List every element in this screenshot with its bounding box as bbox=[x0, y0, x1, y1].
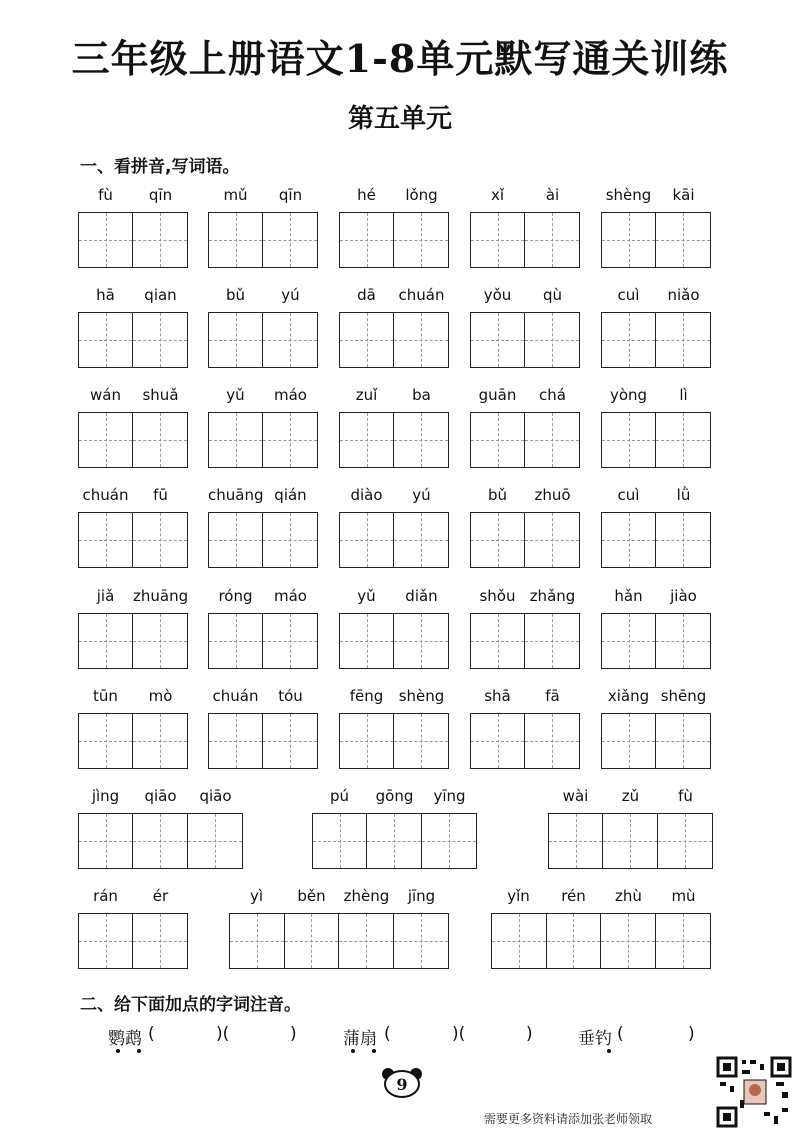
tian-zi-ge-box[interactable] bbox=[209, 313, 263, 367]
tian-zi-ge-box[interactable] bbox=[79, 513, 133, 567]
tian-zi-ge-box[interactable] bbox=[263, 313, 317, 367]
pinyin-row bbox=[491, 887, 711, 909]
tian-zi-ge-box[interactable] bbox=[285, 914, 340, 968]
pinyin-syllable: lǒng bbox=[405, 186, 438, 204]
pinyin-syllable: shèng bbox=[605, 186, 652, 204]
pinyin-syllable: chuán bbox=[82, 486, 129, 504]
tian-zi-ge-box[interactable] bbox=[339, 914, 394, 968]
tian-zi-ge-box[interactable] bbox=[394, 213, 448, 267]
answer-paren-open: ( bbox=[384, 1024, 391, 1044]
pinyin-row bbox=[470, 186, 580, 208]
tian-zi-ge-box[interactable] bbox=[394, 614, 448, 668]
footer-note: 需要更多资料请添加张老师领取 bbox=[484, 1112, 653, 1126]
pinyin-syllable: jiào bbox=[670, 587, 697, 605]
tian-zi-ge-box[interactable] bbox=[263, 213, 317, 267]
pinyin-row bbox=[208, 186, 318, 208]
page-title: 三年级上册语文1-8单元默写通关训练 bbox=[71, 36, 729, 81]
pinyin-row bbox=[229, 887, 449, 909]
tian-zi-ge-box[interactable] bbox=[525, 614, 579, 668]
pinyin-syllable: rán bbox=[93, 887, 118, 905]
tian-zi-ge-box[interactable] bbox=[422, 814, 476, 868]
pinyin-syllable: ài bbox=[545, 186, 560, 204]
tian-zi-ge-box[interactable] bbox=[658, 814, 712, 868]
pinyin-row bbox=[339, 386, 449, 408]
writing-boxes bbox=[208, 312, 318, 368]
pinyin-row bbox=[339, 486, 449, 508]
tian-zi-ge-box[interactable] bbox=[602, 513, 656, 567]
tian-zi-ge-box[interactable] bbox=[340, 313, 394, 367]
tian-zi-ge-box[interactable] bbox=[79, 413, 133, 467]
writing-boxes bbox=[339, 412, 449, 468]
tian-zi-ge-box[interactable] bbox=[79, 614, 133, 668]
pinyin-row bbox=[601, 486, 711, 508]
writing-boxes bbox=[78, 512, 188, 568]
word-pushan: 蒲扇 bbox=[343, 1029, 377, 1049]
pinyin-row bbox=[339, 186, 449, 208]
pinyin-syllable: qián bbox=[274, 486, 307, 504]
pinyin-syllable: hé bbox=[357, 186, 376, 204]
tian-zi-ge-box[interactable] bbox=[601, 914, 656, 968]
tian-zi-ge-box[interactable] bbox=[79, 313, 133, 367]
tian-zi-ge-box[interactable] bbox=[133, 313, 187, 367]
writing-boxes bbox=[78, 713, 188, 769]
tian-zi-ge-box[interactable] bbox=[394, 914, 449, 968]
pinyin-row bbox=[208, 386, 318, 408]
pinyin-syllable: shā bbox=[484, 687, 511, 705]
pinyin-syllable: yǒu bbox=[483, 286, 512, 304]
tian-zi-ge-box[interactable] bbox=[471, 413, 525, 467]
pinyin-syllable: qīn bbox=[148, 186, 173, 204]
tian-zi-ge-box[interactable] bbox=[525, 513, 579, 567]
tian-zi-ge-box[interactable] bbox=[525, 714, 579, 768]
pinyin-row bbox=[208, 687, 318, 709]
tian-zi-ge-box[interactable] bbox=[656, 714, 710, 768]
pinyin-row bbox=[78, 887, 188, 909]
tian-zi-ge-box[interactable] bbox=[471, 513, 525, 567]
tian-zi-ge-box[interactable] bbox=[263, 714, 317, 768]
writing-boxes bbox=[229, 913, 449, 969]
answer-paren-mid: )( bbox=[216, 1024, 230, 1044]
pinyin-syllable: cuì bbox=[617, 286, 640, 304]
tian-zi-ge-box[interactable] bbox=[209, 513, 263, 567]
tian-zi-ge-box[interactable] bbox=[133, 714, 187, 768]
writing-boxes bbox=[470, 512, 580, 568]
pinyin-syllable: qiāo bbox=[199, 787, 232, 805]
tian-zi-ge-box[interactable] bbox=[471, 213, 525, 267]
pinyin-syllable: mǔ bbox=[223, 186, 248, 204]
pinyin-syllable: shuǎ bbox=[142, 386, 179, 404]
tian-zi-ge-box[interactable] bbox=[133, 413, 187, 467]
pinyin-syllable: gōng bbox=[375, 787, 414, 805]
pinyin-syllable: qù bbox=[542, 286, 563, 304]
tian-zi-ge-box[interactable] bbox=[209, 714, 263, 768]
pinyin-syllable: mù bbox=[671, 887, 696, 905]
writing-boxes bbox=[208, 713, 318, 769]
pinyin-row bbox=[312, 787, 477, 809]
pinyin-syllable: mò bbox=[148, 687, 173, 705]
pinyin-syllable: zǔ bbox=[621, 787, 640, 805]
pinyin-syllable: lì bbox=[679, 386, 688, 404]
tian-zi-ge-box[interactable] bbox=[525, 413, 579, 467]
tian-zi-ge-box[interactable] bbox=[656, 313, 710, 367]
pinyin-syllable: chuāng bbox=[208, 486, 264, 504]
pinyin-syllable: xiǎng bbox=[607, 687, 650, 705]
writing-boxes bbox=[491, 913, 711, 969]
pinyin-syllable: jiǎ bbox=[96, 587, 115, 605]
pinyin-syllable: ér bbox=[152, 887, 169, 905]
pinyin-row bbox=[601, 587, 711, 609]
emphasis-dot bbox=[372, 1049, 376, 1053]
pinyin-syllable: diào bbox=[350, 486, 383, 504]
tian-zi-ge-box[interactable] bbox=[394, 413, 448, 467]
pinyin-row bbox=[339, 587, 449, 609]
pinyin-row bbox=[78, 286, 188, 308]
pinyin-row bbox=[470, 286, 580, 308]
tian-zi-ge-box[interactable] bbox=[656, 513, 710, 567]
qr-code-icon bbox=[716, 1056, 792, 1128]
tian-zi-ge-box[interactable] bbox=[79, 814, 133, 868]
writing-boxes bbox=[601, 613, 711, 669]
pinyin-syllable: fēng bbox=[349, 687, 384, 705]
tian-zi-ge-box[interactable] bbox=[602, 614, 656, 668]
pinyin-syllable: qiāo bbox=[144, 787, 177, 805]
tian-zi-ge-box[interactable] bbox=[263, 614, 317, 668]
writing-boxes bbox=[208, 212, 318, 268]
pinyin-row bbox=[78, 386, 188, 408]
answer-paren-open: ( bbox=[148, 1024, 155, 1044]
pinyin-syllable: qīn bbox=[278, 186, 303, 204]
word-yingwu: 鹦鹉 bbox=[108, 1029, 142, 1049]
pinyin-syllable: niǎo bbox=[667, 286, 700, 304]
pinyin-syllable: yǔ bbox=[357, 587, 376, 605]
writing-boxes bbox=[470, 312, 580, 368]
pinyin-syllable: xǐ bbox=[490, 186, 505, 204]
writing-boxes bbox=[78, 613, 188, 669]
answer-paren-close: ) bbox=[290, 1024, 297, 1044]
tian-zi-ge-box[interactable] bbox=[471, 313, 525, 367]
writing-boxes bbox=[339, 212, 449, 268]
pinyin-row bbox=[78, 486, 188, 508]
pinyin-syllable: qian bbox=[144, 286, 177, 304]
pinyin-syllable: máo bbox=[274, 587, 307, 605]
pinyin-syllable: yú bbox=[281, 286, 300, 304]
writing-boxes bbox=[470, 613, 580, 669]
pinyin-syllable: zhuāng bbox=[133, 587, 189, 605]
answer-paren-open: ( bbox=[617, 1024, 624, 1044]
writing-boxes bbox=[78, 312, 188, 368]
pinyin-row bbox=[208, 587, 318, 609]
tian-zi-ge-box[interactable] bbox=[209, 213, 263, 267]
pinyin-syllable: yú bbox=[412, 486, 431, 504]
tian-zi-ge-box[interactable] bbox=[656, 914, 711, 968]
writing-boxes bbox=[601, 512, 711, 568]
pinyin-syllable: kāi bbox=[672, 186, 695, 204]
tian-zi-ge-box[interactable] bbox=[133, 914, 187, 968]
tian-zi-ge-box[interactable] bbox=[263, 513, 317, 567]
pinyin-row bbox=[601, 687, 711, 709]
unit-title: 第五单元 bbox=[347, 104, 452, 134]
pinyin-syllable: zhǎng bbox=[529, 587, 576, 605]
tian-zi-ge-box[interactable] bbox=[188, 814, 242, 868]
pinyin-syllable: pú bbox=[329, 787, 350, 805]
pinyin-syllable: yǔ bbox=[226, 386, 245, 404]
pinyin-syllable: fā bbox=[545, 687, 560, 705]
tian-zi-ge-box[interactable] bbox=[525, 213, 579, 267]
pinyin-syllable: shèng bbox=[398, 687, 445, 705]
tian-zi-ge-box[interactable] bbox=[230, 914, 285, 968]
tian-zi-ge-box[interactable] bbox=[313, 814, 367, 868]
answer-paren-close: ) bbox=[526, 1024, 533, 1044]
writing-boxes bbox=[208, 512, 318, 568]
pinyin-row bbox=[470, 587, 580, 609]
writing-boxes bbox=[208, 613, 318, 669]
writing-boxes bbox=[339, 713, 449, 769]
tian-zi-ge-box[interactable] bbox=[340, 614, 394, 668]
writing-boxes bbox=[470, 212, 580, 268]
pinyin-row bbox=[548, 787, 713, 809]
pinyin-row bbox=[78, 687, 188, 709]
tian-zi-ge-box[interactable] bbox=[602, 413, 656, 467]
pinyin-row bbox=[339, 687, 449, 709]
pinyin-syllable: ba bbox=[412, 386, 431, 404]
pinyin-row bbox=[78, 587, 188, 609]
pinyin-syllable: tūn bbox=[93, 687, 118, 705]
pinyin-syllable: chuán bbox=[398, 286, 445, 304]
pinyin-syllable: zhèng bbox=[343, 887, 390, 905]
section-2-heading: 二、给下面加点的字词注音。 bbox=[80, 995, 301, 1015]
pinyin-syllable: běn bbox=[297, 887, 326, 905]
page-number: 9 bbox=[396, 1075, 408, 1094]
pinyin-row bbox=[339, 286, 449, 308]
pinyin-syllable: yì bbox=[249, 887, 264, 905]
writing-boxes bbox=[339, 512, 449, 568]
pinyin-syllable: yīng bbox=[433, 787, 466, 805]
pinyin-syllable: shǒu bbox=[479, 587, 516, 605]
pinyin-row bbox=[470, 687, 580, 709]
pinyin-syllable: róng bbox=[218, 587, 253, 605]
section-1-heading: 一、看拼音,写词语。 bbox=[80, 157, 240, 177]
answer-paren-close: ) bbox=[688, 1024, 695, 1044]
tian-zi-ge-box[interactable] bbox=[340, 513, 394, 567]
writing-boxes bbox=[78, 212, 188, 268]
pinyin-syllable: yòng bbox=[609, 386, 648, 404]
tian-zi-ge-box[interactable] bbox=[656, 614, 710, 668]
tian-zi-ge-box[interactable] bbox=[394, 513, 448, 567]
pinyin-syllable: wài bbox=[562, 787, 589, 805]
tian-zi-ge-box[interactable] bbox=[656, 213, 710, 267]
writing-boxes bbox=[339, 312, 449, 368]
tian-zi-ge-box[interactable] bbox=[263, 413, 317, 467]
writing-boxes bbox=[312, 813, 477, 869]
pinyin-syllable: hǎn bbox=[614, 587, 643, 605]
pinyin-syllable: chuán bbox=[212, 687, 259, 705]
emphasis-dot bbox=[351, 1049, 355, 1053]
pinyin-syllable: wán bbox=[90, 386, 121, 404]
writing-boxes bbox=[601, 212, 711, 268]
writing-boxes bbox=[601, 713, 711, 769]
pinyin-row bbox=[208, 286, 318, 308]
tian-zi-ge-box[interactable] bbox=[209, 614, 263, 668]
pinyin-syllable: chá bbox=[539, 386, 566, 404]
pinyin-syllable: rén bbox=[561, 887, 586, 905]
pinyin-syllable: shēng bbox=[660, 687, 707, 705]
emphasis-dot bbox=[137, 1049, 141, 1053]
pinyin-syllable: bǔ bbox=[487, 486, 508, 504]
tian-zi-ge-box[interactable] bbox=[133, 513, 187, 567]
pinyin-syllable: hā bbox=[96, 286, 115, 304]
pinyin-row bbox=[601, 386, 711, 408]
writing-boxes bbox=[208, 412, 318, 468]
tian-zi-ge-box[interactable] bbox=[602, 313, 656, 367]
writing-boxes bbox=[78, 813, 243, 869]
tian-zi-ge-box[interactable] bbox=[133, 614, 187, 668]
tian-zi-ge-box[interactable] bbox=[549, 814, 603, 868]
tian-zi-ge-box[interactable] bbox=[394, 313, 448, 367]
emphasis-dot bbox=[607, 1049, 611, 1053]
pinyin-syllable: fù bbox=[678, 787, 693, 805]
pinyin-row bbox=[208, 486, 318, 508]
tian-zi-ge-box[interactable] bbox=[525, 313, 579, 367]
tian-zi-ge-box[interactable] bbox=[602, 213, 656, 267]
panda-page-icon bbox=[380, 1066, 424, 1098]
pinyin-syllable: zuǐ bbox=[355, 386, 378, 404]
pinyin-syllable: zhuō bbox=[534, 486, 571, 504]
pinyin-syllable: guān bbox=[478, 386, 517, 404]
writing-boxes bbox=[470, 713, 580, 769]
pinyin-syllable: zhù bbox=[615, 887, 642, 905]
writing-boxes bbox=[470, 412, 580, 468]
writing-boxes bbox=[78, 913, 188, 969]
tian-zi-ge-box[interactable] bbox=[602, 714, 656, 768]
tian-zi-ge-box[interactable] bbox=[394, 714, 448, 768]
pinyin-row bbox=[470, 386, 580, 408]
pinyin-syllable: bǔ bbox=[225, 286, 246, 304]
writing-boxes bbox=[548, 813, 713, 869]
writing-boxes bbox=[339, 613, 449, 669]
pinyin-syllable: máo bbox=[274, 386, 307, 404]
writing-boxes bbox=[601, 412, 711, 468]
tian-zi-ge-box[interactable] bbox=[340, 714, 394, 768]
word-chuidiao: 垂钓 bbox=[578, 1029, 612, 1049]
pinyin-row bbox=[78, 787, 243, 809]
pinyin-syllable: cuì bbox=[617, 486, 640, 504]
pinyin-syllable: dā bbox=[357, 286, 376, 304]
tian-zi-ge-box[interactable] bbox=[547, 914, 602, 968]
pinyin-syllable: yǐn bbox=[507, 887, 530, 905]
pinyin-syllable: fū bbox=[153, 486, 168, 504]
pinyin-syllable: tóu bbox=[278, 687, 303, 705]
pinyin-row bbox=[78, 186, 188, 208]
pinyin-syllable: diǎn bbox=[405, 587, 438, 605]
tian-zi-ge-box[interactable] bbox=[79, 213, 133, 267]
pinyin-row bbox=[601, 286, 711, 308]
emphasis-dot bbox=[116, 1049, 120, 1053]
tian-zi-ge-box[interactable] bbox=[340, 213, 394, 267]
tian-zi-ge-box[interactable] bbox=[79, 714, 133, 768]
tian-zi-ge-box[interactable] bbox=[492, 914, 547, 968]
tian-zi-ge-box[interactable] bbox=[367, 814, 421, 868]
pinyin-row bbox=[470, 486, 580, 508]
pinyin-row bbox=[601, 186, 711, 208]
tian-zi-ge-box[interactable] bbox=[133, 213, 187, 267]
tian-zi-ge-box[interactable] bbox=[79, 914, 133, 968]
answer-paren-mid: )( bbox=[452, 1024, 466, 1044]
pinyin-syllable: jīng bbox=[407, 887, 436, 905]
tian-zi-ge-box[interactable] bbox=[656, 413, 710, 467]
tian-zi-ge-box[interactable] bbox=[471, 714, 525, 768]
tian-zi-ge-box[interactable] bbox=[340, 413, 394, 467]
writing-boxes bbox=[601, 312, 711, 368]
tian-zi-ge-box[interactable] bbox=[603, 814, 657, 868]
pinyin-syllable: fù bbox=[98, 186, 113, 204]
tian-zi-ge-box[interactable] bbox=[471, 614, 525, 668]
pinyin-syllable: jìng bbox=[91, 787, 120, 805]
tian-zi-ge-box[interactable] bbox=[133, 814, 187, 868]
writing-boxes bbox=[78, 412, 188, 468]
pinyin-syllable: lǜ bbox=[676, 486, 691, 504]
tian-zi-ge-box[interactable] bbox=[209, 413, 263, 467]
